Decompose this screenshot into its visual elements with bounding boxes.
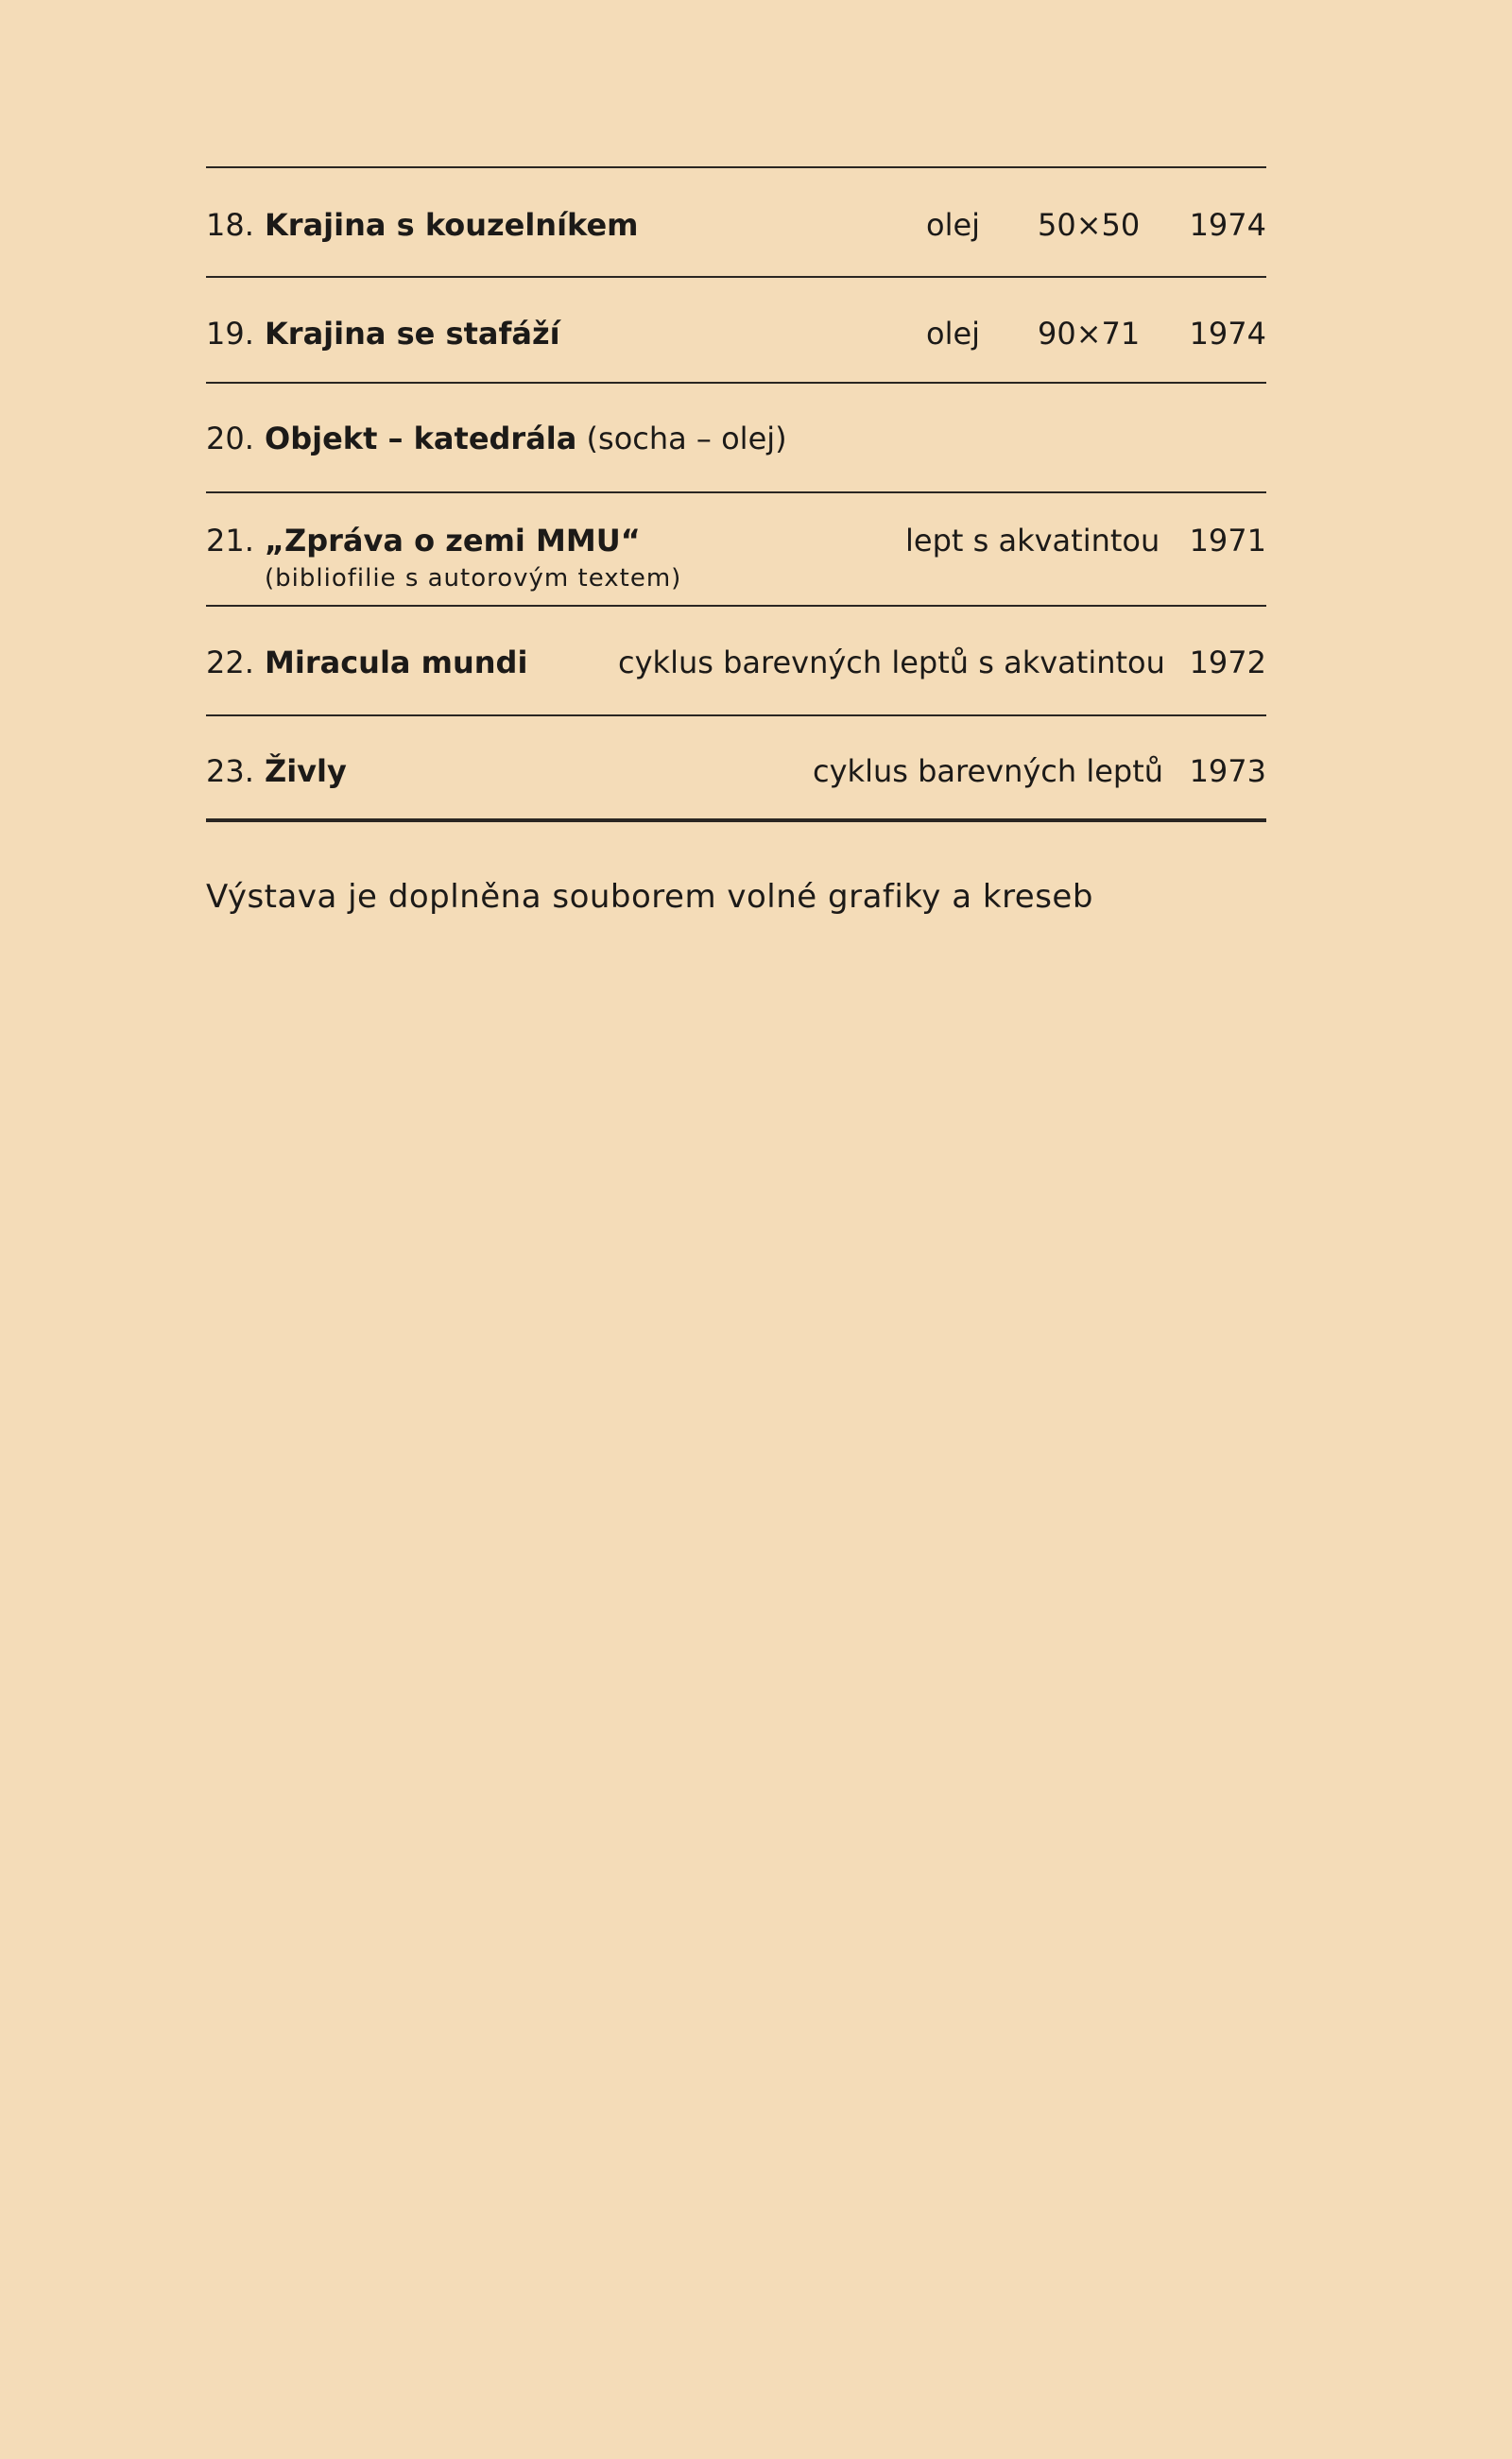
- work-note: (socha – olej): [586, 421, 787, 456]
- work-year: 1974: [1189, 207, 1266, 243]
- work-title: Krajina s kouzelníkem: [265, 207, 639, 243]
- work-medium: cyklus barevných leptů: [813, 753, 1164, 789]
- work-title: „Zpráva o zemi MMU“: [265, 523, 641, 559]
- work-medium: cyklus barevných leptů s akvatintou: [618, 645, 1165, 680]
- work-number: 20.: [206, 421, 254, 456]
- work-dimensions: 90×71: [1038, 316, 1141, 352]
- work-medium: lept s akvatintou: [905, 523, 1160, 559]
- work-number: 21.: [206, 523, 254, 559]
- work-year: 1974: [1189, 316, 1266, 352]
- divider: [206, 714, 1266, 716]
- work-title: Živly: [265, 753, 347, 789]
- divider: [206, 166, 1266, 168]
- divider: [206, 276, 1266, 278]
- work-number: 23.: [206, 753, 254, 789]
- work-number: 19.: [206, 316, 254, 352]
- work-year: 1973: [1189, 753, 1266, 789]
- work-number: 22.: [206, 645, 254, 680]
- work-title: Miracula mundi: [265, 645, 528, 680]
- divider: [206, 382, 1266, 384]
- divider: [206, 605, 1266, 607]
- work-dimensions: 50×50: [1038, 207, 1141, 243]
- work-year: 1971: [1189, 523, 1266, 559]
- work-year: 1972: [1189, 645, 1266, 680]
- work-number: 18.: [206, 207, 254, 243]
- exhibition-footnote: Výstava je doplněna souborem volné grafiky a kreseb: [206, 878, 1093, 916]
- divider: [206, 818, 1266, 822]
- work-title: Objekt – katedrála (socha – olej): [265, 421, 787, 456]
- work-medium: olej: [926, 316, 981, 352]
- work-medium: olej: [926, 207, 981, 243]
- work-subtitle: (bibliofilie s autorovým textem): [265, 564, 682, 593]
- divider: [206, 491, 1266, 493]
- work-title: Krajina se stafáží: [265, 316, 560, 352]
